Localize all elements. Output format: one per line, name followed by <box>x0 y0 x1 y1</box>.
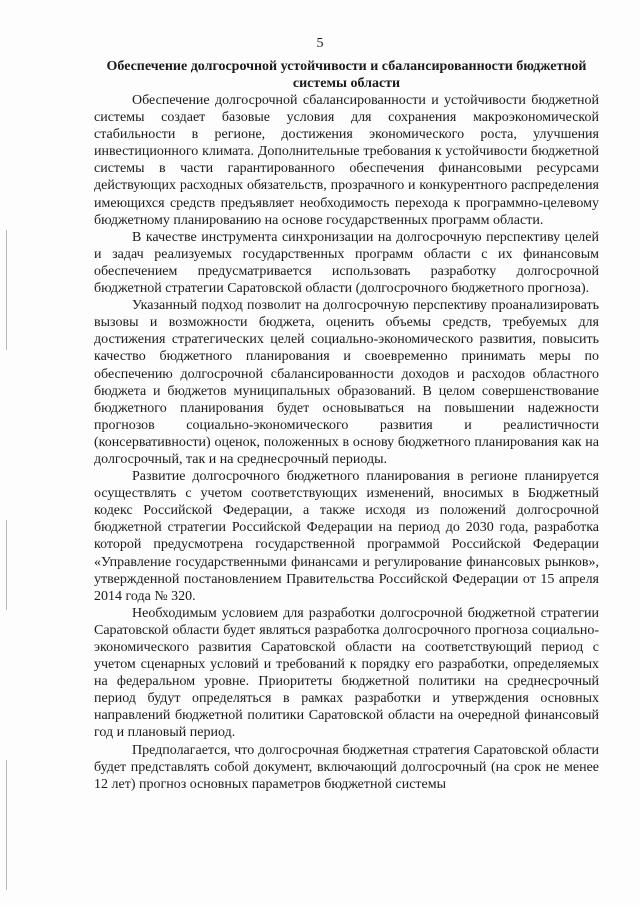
binding-edge-mark <box>6 760 7 890</box>
binding-edge-mark <box>6 520 7 610</box>
paragraph: Указанный подход позволит на долгосрочную перспективу проанализировать вызовы и возможности бюджета, оценить объемы средств, требуемых для достижения стратегических целей социально-экономического развития, повысить качество бюджетного планирования и своевременно принимать меры по обеспечению долгосрочной сбалансированности доходов и расходов областного бюджета и бюджетов муниципальных образований. В целом совершенствование бюджетного планирования будет основываться на повышении надежности прогнозов социально-экономического развития и реалистичности (консервативности) оценок, положенных в основу бюджетного планирования как на долгосрочный, так и на среднесрочный периоды. <box>94 298 599 467</box>
section-heading: Обеспечение долгосрочной устойчивости и сбалансированности бюджетной системы области <box>106 59 587 91</box>
paragraph: Обеспечение долгосрочной сбалансированности и устойчивости бюджетной системы создает базовые условия для сохранения макроэкономической стабильности в регионе, достижения экономического роста, улучшения инвестиционного климата. Дополнительные требования к устойчивости бюджетной системы в части гарантированного обеспечения финансовыми ресурсами действующих расходных обязательств, прозрачного и конкурентного распределения имеющихся средств предъявляет необходимость перехода к программно-целевому бюджетному планированию на основе государственных программ области. <box>94 93 599 228</box>
document-body <box>94 58 599 793</box>
paragraph: Развитие долгосрочного бюджетного планирования в регионе планируется осуществлять с учетом соответствующих изменений, вносимых в Бюджетный кодекс Российской Федерации, а также исходя из положений долгосрочной бюджетной стратегии Российской Федерации на период до 2030 года, разработка которой предусмотрена государственной программой Российской Федерации «Управление государственными финансами и регулирование финансовых рынков», утвержденной постановлением Правительства Российской Федерации от 15 апреля 2014 года № 320. <box>94 469 599 604</box>
page-number: 5 <box>316 36 324 51</box>
paragraph: В качестве инструмента синхронизации на долгосрочную перспективу целей и задач реализуемых государственных программ области с их финансовым обеспечением предусматривается использовать разработку долгосрочной бюджетной стратегии Саратовской области (долгосрочного бюджетного прогноза). <box>94 229 599 297</box>
binding-edge-mark <box>6 230 7 350</box>
paragraph: Предполагается, что долгосрочная бюджетная стратегия Саратовской области будет представлять собой документ, включающий долгосрочный (на срок не менее 12 лет) прогноз основных параметров бюджетной системы <box>94 742 599 792</box>
paragraph: Необходимым условием для разработки долгосрочной бюджетной стратегии Саратовской области будет являться разработка долгосрочного прогноза социально-экономического развития Саратовской области на соответствующий период с учетом сценарных условий и требований к порядку его разработки, определяемых на федеральном уровне. Приоритеты бюджетной политики на среднесрочный период будут определяться в рамках разработки и утверждения основных направлений бюджетной политики Саратовской области на очередной финансовый год и плановый период. <box>94 605 599 741</box>
